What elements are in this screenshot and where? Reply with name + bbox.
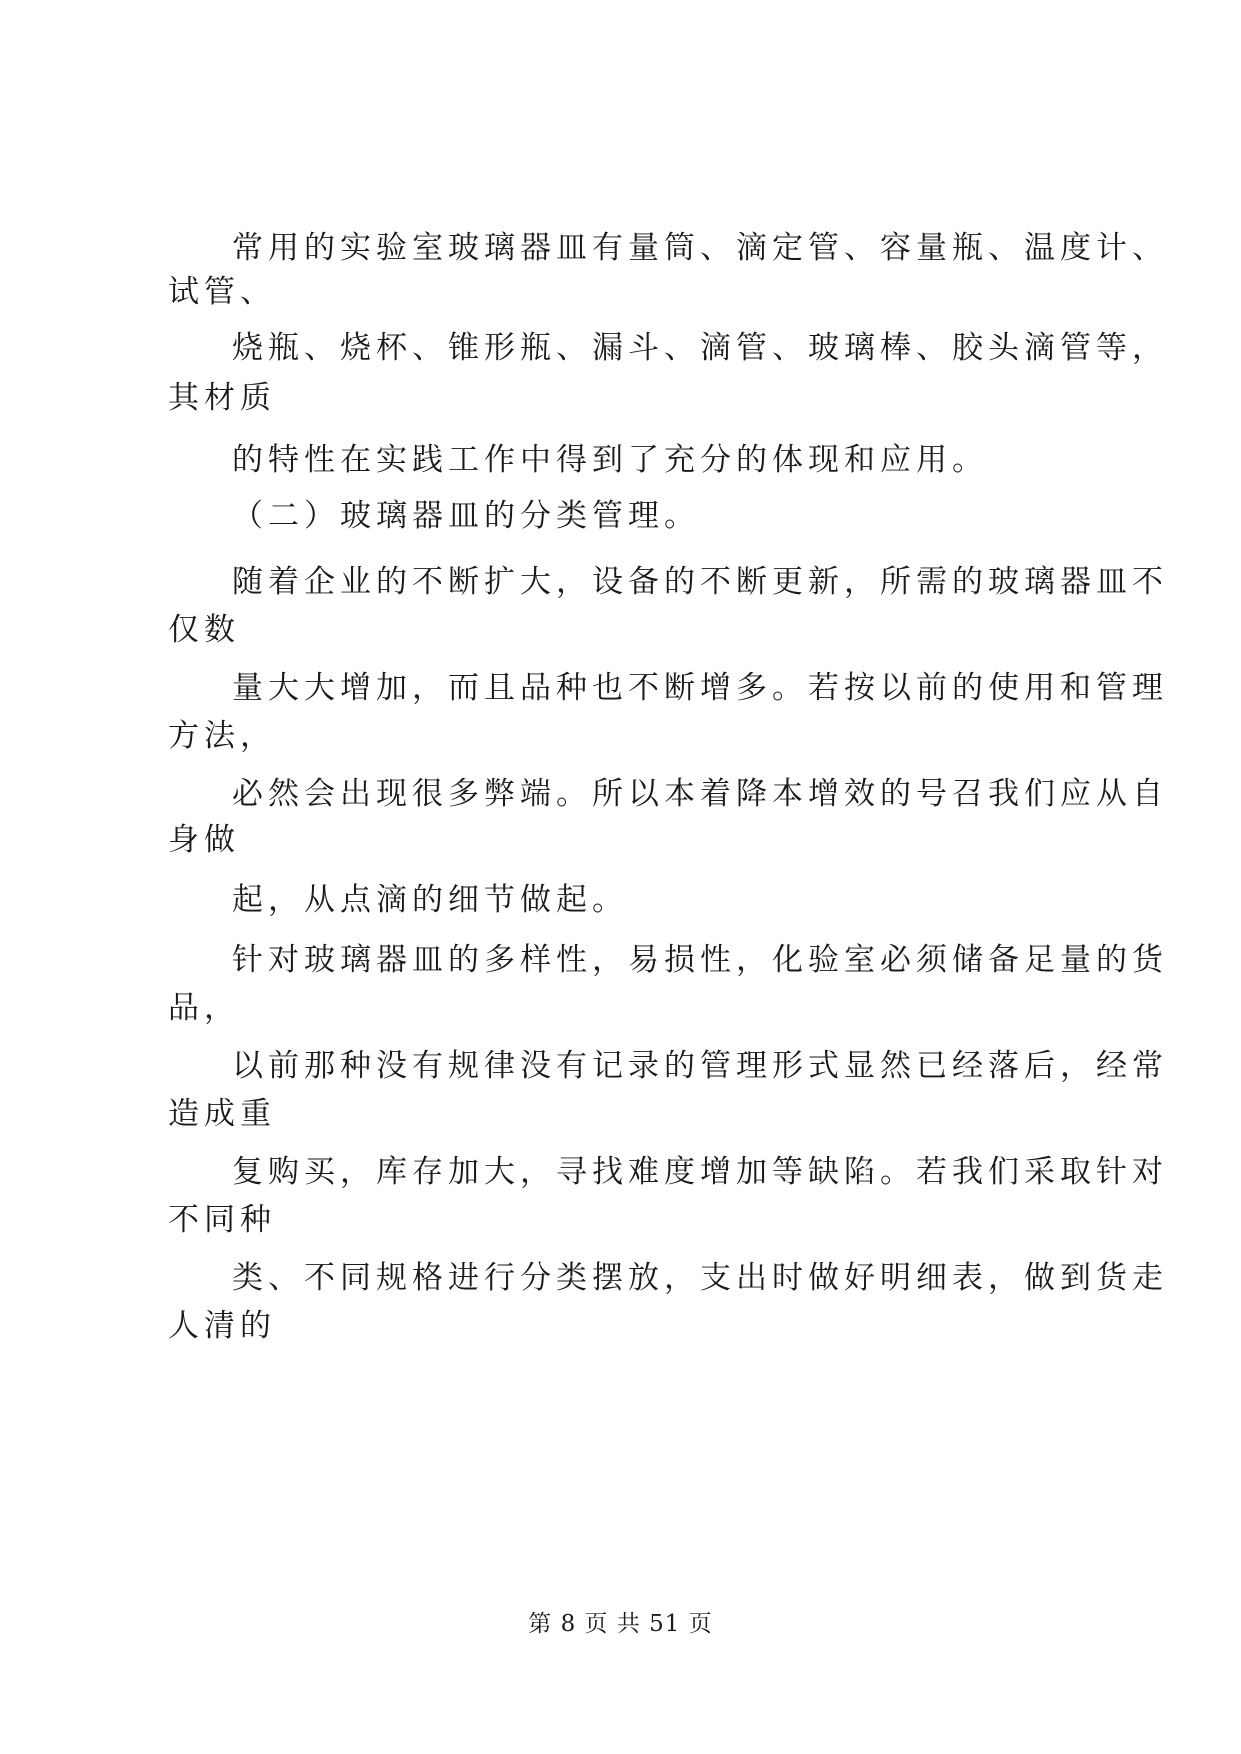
- text-line: 仅数: [168, 612, 240, 648]
- section-heading: （二）玻璃器皿的分类管理。: [232, 498, 700, 534]
- text-line: 必然会出现很多弊端。所以本着降本增效的号召我们应从自: [232, 776, 1168, 812]
- text-line: 针对玻璃器皿的多样性，易损性，化验室必须储备足量的货: [232, 942, 1168, 978]
- text-line: 复购买，库存加大，寻找难度增加等缺陷。若我们采取针对: [232, 1154, 1168, 1190]
- text-line: 的特性在实践工作中得到了充分的体现和应用。: [232, 442, 988, 478]
- text-line: 身做: [168, 822, 240, 858]
- text-line: 随着企业的不断扩大，设备的不断更新，所需的玻璃器皿不: [232, 564, 1168, 600]
- text-line: 品，: [168, 990, 240, 1026]
- page-number-footer: 第 8 页 共 51 页: [528, 1611, 713, 1637]
- text-line: 其材质: [168, 380, 276, 416]
- text-line: 以前那种没有规律没有记录的管理形式显然已经落后，经常: [232, 1048, 1168, 1084]
- text-line: 常用的实验室玻璃器皿有量筒、滴定管、容量瓶、温度计、: [232, 230, 1168, 266]
- text-line: 烧瓶、烧杯、锥形瓶、漏斗、滴管、玻璃棒、胶头滴管等，: [232, 330, 1168, 366]
- text-line: 造成重: [168, 1096, 276, 1132]
- text-line: 量大大增加，而且品种也不断增多。若按以前的使用和管理: [232, 670, 1168, 706]
- text-line: 方法，: [168, 718, 276, 754]
- text-line: 起，从点滴的细节做起。: [232, 882, 628, 918]
- text-line: 试管、: [168, 274, 276, 310]
- text-line: 人清的: [168, 1308, 276, 1344]
- text-line: 不同种: [168, 1202, 276, 1238]
- text-line: 类、不同规格进行分类摆放，支出时做好明细表，做到货走: [232, 1260, 1168, 1296]
